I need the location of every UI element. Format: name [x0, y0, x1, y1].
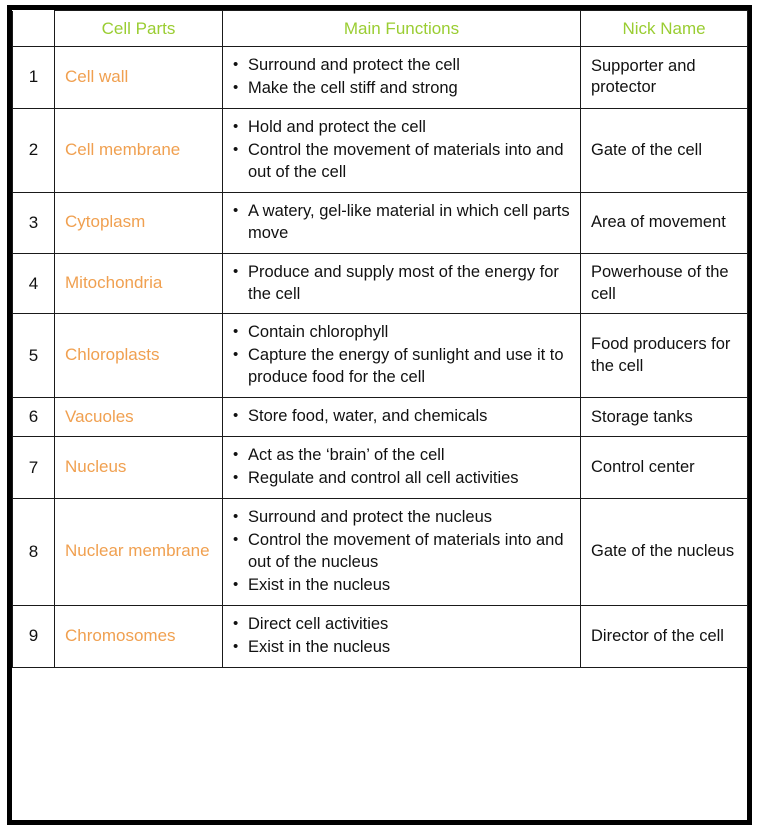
cell-part-name: Vacuoles	[55, 398, 223, 437]
table-row	[13, 437, 748, 499]
main-functions-cell	[223, 192, 581, 253]
table-row	[13, 398, 748, 437]
function-list-item: • A watery, gel-like material in which cell parts move	[233, 201, 570, 245]
cell-part-name: Cell wall	[55, 47, 223, 109]
table-row	[13, 108, 748, 192]
table-header	[13, 11, 748, 47]
nick-name-cell: Director of the cell	[581, 605, 748, 667]
function-list-item: • Exist in the nucleus	[233, 575, 570, 597]
row-index: 1	[13, 47, 55, 109]
function-list	[233, 55, 570, 100]
function-list-item: • Control the movement of materials into and out of the nucleus	[233, 530, 570, 574]
cell-part-name: Chloroplasts	[55, 314, 223, 398]
function-list	[233, 406, 570, 428]
function-list-item: • Contain chlorophyll	[233, 322, 570, 344]
function-list	[233, 507, 570, 597]
function-list-item: • Surround and protect the nucleus	[233, 507, 570, 529]
main-functions-cell	[223, 499, 581, 606]
function-list-item: • Direct cell activities	[233, 614, 570, 636]
column-header-cell-parts: Cell Parts	[55, 11, 223, 47]
cell-parts-table	[12, 10, 748, 668]
function-list	[233, 201, 570, 245]
table-row	[13, 605, 748, 667]
function-list-item: • Capture the energy of sunlight and use it to produce food for the cell	[233, 345, 570, 389]
main-functions-cell	[223, 253, 581, 314]
column-header-main-functions: Main Functions	[223, 11, 581, 47]
row-index: 9	[13, 605, 55, 667]
nick-name-cell: Storage tanks	[581, 398, 748, 437]
row-index: 3	[13, 192, 55, 253]
cell-part-name: Nuclear membrane	[55, 499, 223, 606]
row-index: 8	[13, 499, 55, 606]
table-row	[13, 314, 748, 398]
function-list-item: • Control the movement of materials into and out of the cell	[233, 140, 570, 184]
table-row	[13, 192, 748, 253]
column-header-index	[13, 11, 55, 47]
function-list	[233, 262, 570, 306]
function-list-item: • Surround and protect the cell	[233, 55, 570, 77]
main-functions-cell	[223, 605, 581, 667]
function-list-item: • Make the cell stiff and strong	[233, 78, 570, 100]
cell-part-name: Chromosomes	[55, 605, 223, 667]
cell-part-name: Cytoplasm	[55, 192, 223, 253]
main-functions-cell	[223, 47, 581, 109]
main-functions-cell	[223, 108, 581, 192]
cell-part-name: Cell membrane	[55, 108, 223, 192]
nick-name-cell: Gate of the nucleus	[581, 499, 748, 606]
table-row	[13, 47, 748, 109]
function-list-item: • Regulate and control all cell activities	[233, 468, 570, 490]
main-functions-cell	[223, 314, 581, 398]
main-functions-cell	[223, 398, 581, 437]
cell-part-name: Nucleus	[55, 437, 223, 499]
table-bottom-rule	[7, 820, 752, 825]
function-list-item: • Store food, water, and chemicals	[233, 406, 570, 428]
function-list	[233, 614, 570, 659]
function-list-item: • Hold and protect the cell	[233, 117, 570, 139]
nick-name-cell: Area of movement	[581, 192, 748, 253]
function-list	[233, 117, 570, 184]
function-list	[233, 445, 570, 490]
nick-name-cell: Powerhouse of the cell	[581, 253, 748, 314]
table-header-row	[13, 11, 748, 47]
function-list-item: • Act as the ‘brain’ of the cell	[233, 445, 570, 467]
nick-name-cell: Supporter and protector	[581, 47, 748, 109]
row-index: 6	[13, 398, 55, 437]
row-index: 2	[13, 108, 55, 192]
table-row	[13, 499, 748, 606]
table-body	[13, 47, 748, 668]
cell-part-name: Mitochondria	[55, 253, 223, 314]
table-row	[13, 253, 748, 314]
row-index: 7	[13, 437, 55, 499]
main-functions-cell	[223, 437, 581, 499]
column-header-nick-name: Nick Name	[581, 11, 748, 47]
function-list-item: • Produce and supply most of the energy for the cell	[233, 262, 570, 306]
row-index: 5	[13, 314, 55, 398]
nick-name-cell: Food producers for the cell	[581, 314, 748, 398]
function-list-item: • Exist in the nucleus	[233, 637, 570, 659]
function-list	[233, 322, 570, 389]
nick-name-cell: Gate of the cell	[581, 108, 748, 192]
row-index: 4	[13, 253, 55, 314]
nick-name-cell: Control center	[581, 437, 748, 499]
